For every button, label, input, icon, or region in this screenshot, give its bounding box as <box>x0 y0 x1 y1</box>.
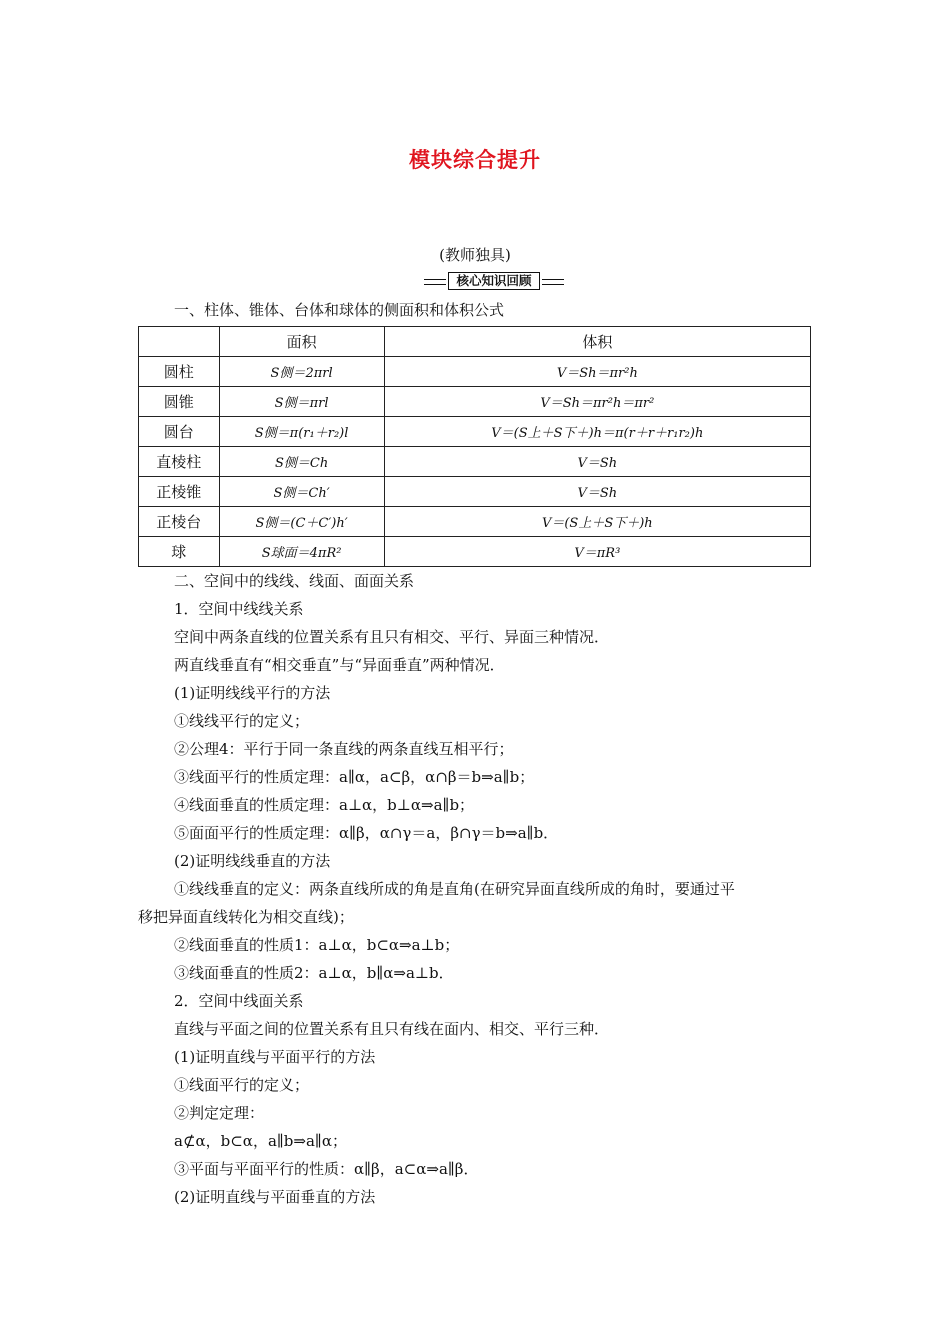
page-title: 模块综合提升 <box>409 147 541 172</box>
table-row <box>139 507 811 537</box>
table-row <box>139 477 811 507</box>
table-header-cell: 面积 <box>219 327 384 357</box>
solid-name: 正棱台 <box>139 507 220 537</box>
volume-formula: V＝Sh <box>384 477 810 507</box>
section-heading-2: 二、空间中的线线、线面、面面关系 <box>174 572 415 590</box>
table-row <box>139 447 811 477</box>
solid-name: 圆柱 <box>139 357 220 387</box>
formula-line: a⊄α，b⊂α，a∥b⇒a∥α； <box>174 1132 347 1150</box>
table-row <box>139 357 811 387</box>
subheading: (1)证明直线与平面平行的方法 <box>174 1048 376 1066</box>
area-formula: S侧＝Ch′ <box>219 477 384 507</box>
table-row <box>139 417 811 447</box>
area-formula: S球面＝4πR² <box>219 537 384 567</box>
list-item: ⑤面面平行的性质定理：α∥β，α∩γ＝a，β∩γ＝b⇒a∥b． <box>174 824 559 842</box>
solid-name: 正棱锥 <box>139 477 220 507</box>
solid-name: 球 <box>139 537 220 567</box>
volume-formula: V＝(S上＋S下＋)h <box>384 507 810 537</box>
list-item: ④线面垂直的性质定理：a⊥α，b⊥α⇒a∥b； <box>174 796 475 814</box>
table-row <box>139 537 811 567</box>
teacher-note: (教师独具) <box>439 246 511 264</box>
subheading: 1．空间中线线关系 <box>174 600 304 618</box>
area-formula: S侧＝(C＋C′)h′ <box>219 507 384 537</box>
paragraph: 两直线垂直有“相交垂直”与“异面垂直”两种情况． <box>174 656 505 674</box>
subheading: (2)证明线线垂直的方法 <box>174 852 331 870</box>
list-item: ③线面垂直的性质2：a⊥α，b∥α⇒a⊥b． <box>174 964 454 982</box>
table-header-cell <box>139 327 220 357</box>
area-formula: S侧＝πrl <box>219 387 384 417</box>
list-item-continued: 移把异面直线转化为相交直线)； <box>138 908 354 926</box>
subheading: 2．空间中线面关系 <box>174 992 304 1010</box>
list-item: ①线面平行的定义； <box>174 1076 310 1094</box>
table-header-cell: 体积 <box>384 327 810 357</box>
volume-formula: V＝Sh＝πr²h <box>384 357 810 387</box>
area-formula: S侧＝Ch <box>219 447 384 477</box>
list-item: ①线线平行的定义； <box>174 712 310 730</box>
paragraph: 空间中两条直线的位置关系有且只有相交、平行、异面三种情况． <box>174 628 610 646</box>
table-header-row <box>139 327 811 357</box>
list-item: ②公理4：平行于同一条直线的两条直线互相平行； <box>174 740 514 758</box>
area-formula: S侧＝2πrl <box>219 357 384 387</box>
banner-label: 核心知识回顾 <box>448 272 540 290</box>
table-row <box>139 387 811 417</box>
solid-name: 直棱柱 <box>139 447 220 477</box>
volume-formula: V＝(S上＋S下＋)h＝π(r＋r＋r₁r₂)h <box>384 417 810 447</box>
solid-name: 圆锥 <box>139 387 220 417</box>
list-item: ③平面与平面平行的性质：α∥β，a⊂α⇒a∥β． <box>174 1160 479 1178</box>
subheading: (1)证明线线平行的方法 <box>174 684 331 702</box>
paragraph: 直线与平面之间的位置关系有且只有线在面内、相交、平行三种． <box>174 1020 610 1038</box>
list-item: ②线面垂直的性质1：a⊥α，b⊂α⇒a⊥b； <box>174 936 460 954</box>
banner-rule-right <box>542 279 564 285</box>
list-item: ③线面平行的性质定理：a∥α，a⊂β，α∩β＝b⇒a∥b； <box>174 768 535 786</box>
banner-rule-left <box>424 279 446 285</box>
list-item: ①线线垂直的定义：两条直线所成的角是直角(在研究异面直线所成的角时，要通过平 <box>174 880 735 898</box>
volume-formula: V＝Sh＝πr²h＝πr² <box>384 387 810 417</box>
section-banner <box>424 272 564 290</box>
subheading: (2)证明直线与平面垂直的方法 <box>174 1188 376 1206</box>
section-heading-1: 一、柱体、锥体、台体和球体的侧面积和体积公式 <box>174 301 505 319</box>
list-item: ②判定定理： <box>174 1104 265 1122</box>
formula-table <box>138 326 811 567</box>
area-formula: S侧＝π(r₁＋r₂)l <box>219 417 384 447</box>
volume-formula: V＝Sh <box>384 447 810 477</box>
solid-name: 圆台 <box>139 417 220 447</box>
volume-formula: V＝πR³ <box>384 537 810 567</box>
